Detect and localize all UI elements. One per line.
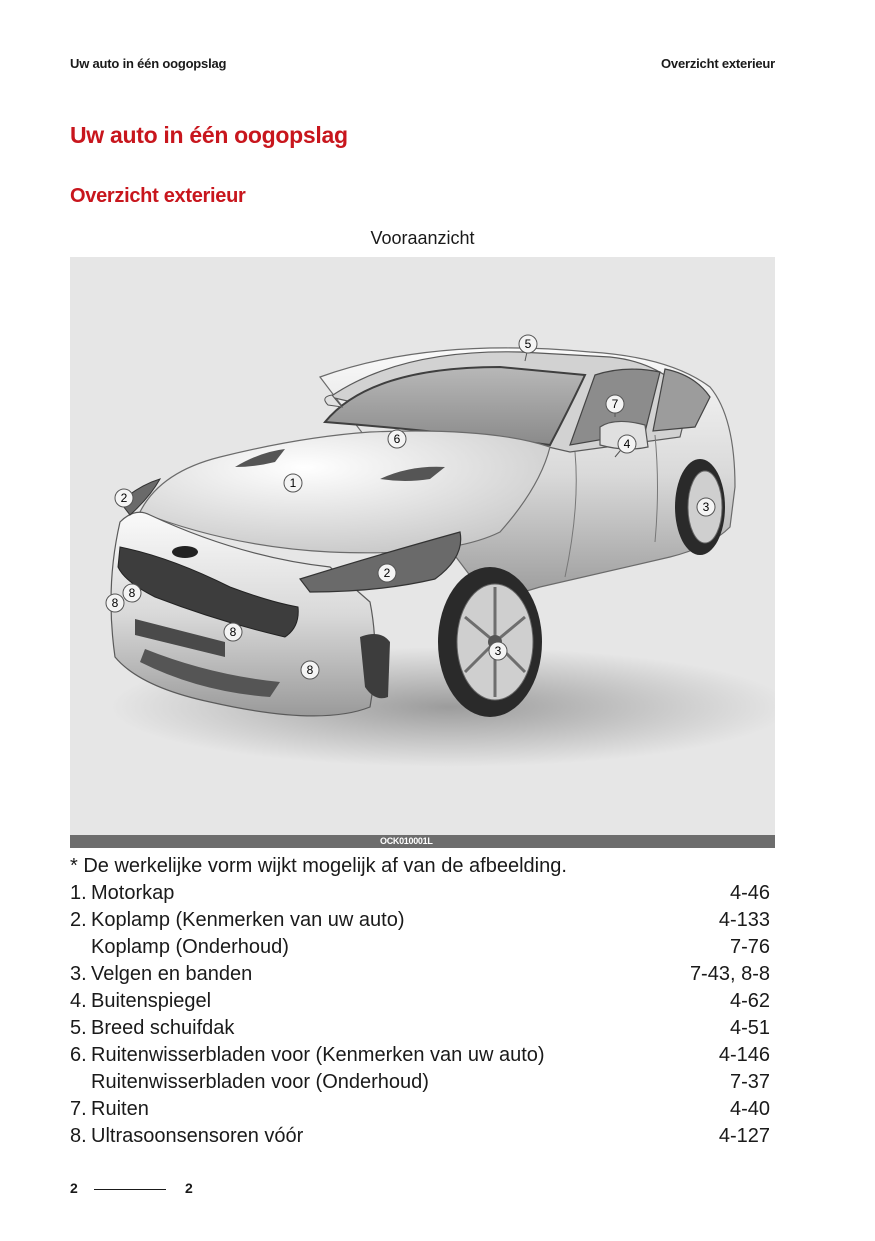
item-number: 8. [70, 1125, 87, 1147]
list-item [70, 880, 770, 907]
disclaimer-note: * De werkelijke vorm wijkt mogelijk af van de afbeelding. [70, 855, 567, 877]
callout-2a: 2 [120, 491, 128, 505]
item-page-ref: 4-51 [729, 1017, 770, 1039]
callout-7: 7 [611, 397, 619, 411]
list-item [70, 1123, 770, 1150]
section-title: Overzicht exterieur [70, 185, 246, 207]
item-label: Ruitenwisserbladen voor (Onderhoud) [91, 1071, 429, 1093]
item-page-ref: 7-43, 8-8 [689, 963, 770, 985]
callout-8c: 8 [229, 625, 237, 639]
callout-4: 4 [623, 437, 631, 451]
item-label: Ruitenwisserbladen voor (Kenmerken van uw auto) [91, 1044, 545, 1066]
callout-8a: 8 [128, 586, 136, 600]
footer-chapter-number: 2 [70, 1180, 78, 1196]
figure-code: OCK010001L [380, 836, 433, 846]
item-number: 7. [70, 1098, 87, 1120]
callout-6: 6 [393, 432, 401, 446]
callout-3b: 3 [702, 500, 710, 514]
item-label: Koplamp (Onderhoud) [91, 936, 289, 958]
item-label: Ruiten [91, 1098, 149, 1120]
item-page-ref: 4-146 [718, 1044, 770, 1066]
item-label: Koplamp (Kenmerken van uw auto) [91, 909, 405, 931]
callout-1: 1 [289, 476, 297, 490]
item-page-ref: 4-40 [729, 1098, 770, 1120]
callout-8b: 8 [111, 596, 119, 610]
running-header-right: Overzicht exterieur [661, 56, 775, 71]
item-number: 1. [70, 882, 87, 904]
item-label: Ultrasoonsensoren vóór [91, 1125, 304, 1147]
item-page-ref: 4-133 [718, 909, 770, 931]
item-number: 2. [70, 909, 87, 931]
footer-divider [94, 1189, 166, 1190]
list-item [70, 1096, 770, 1123]
component-list [70, 880, 770, 1150]
car-illustration-svg [70, 257, 775, 835]
item-number: 3. [70, 963, 87, 985]
callout-2b: 2 [383, 566, 391, 580]
item-label: Velgen en banden [91, 963, 253, 985]
emblem [172, 546, 198, 558]
page-title: Uw auto in één oogopslag [70, 122, 348, 148]
hood [140, 431, 550, 553]
item-number: 4. [70, 990, 87, 1012]
item-page-ref: 4-46 [729, 882, 770, 904]
item-number: 5. [70, 1017, 87, 1039]
item-label: Buitenspiegel [91, 990, 212, 1012]
list-item [70, 1015, 770, 1042]
footer-page-number: 2 [185, 1180, 193, 1196]
list-item [70, 1069, 770, 1096]
item-page-ref: 4-127 [718, 1125, 770, 1147]
item-page-ref: 7-76 [729, 936, 770, 958]
list-item [70, 1042, 770, 1069]
item-number: 6. [70, 1044, 87, 1066]
list-item [70, 961, 770, 988]
item-page-ref: 7-37 [729, 1071, 770, 1093]
list-item [70, 934, 770, 961]
list-item [70, 988, 770, 1015]
car-front-illustration [70, 257, 775, 835]
item-label: Breed schuifdak [91, 1017, 235, 1039]
item-page-ref: 4-62 [729, 990, 770, 1012]
callout-5: 5 [524, 337, 532, 351]
callout-8d: 8 [306, 663, 314, 677]
running-header-left: Uw auto in één oogopslag [70, 56, 227, 71]
item-label: Motorkap [91, 882, 175, 904]
list-item [70, 907, 770, 934]
figure-caption: Vooraanzicht [370, 228, 475, 248]
callout-3a: 3 [494, 644, 502, 658]
